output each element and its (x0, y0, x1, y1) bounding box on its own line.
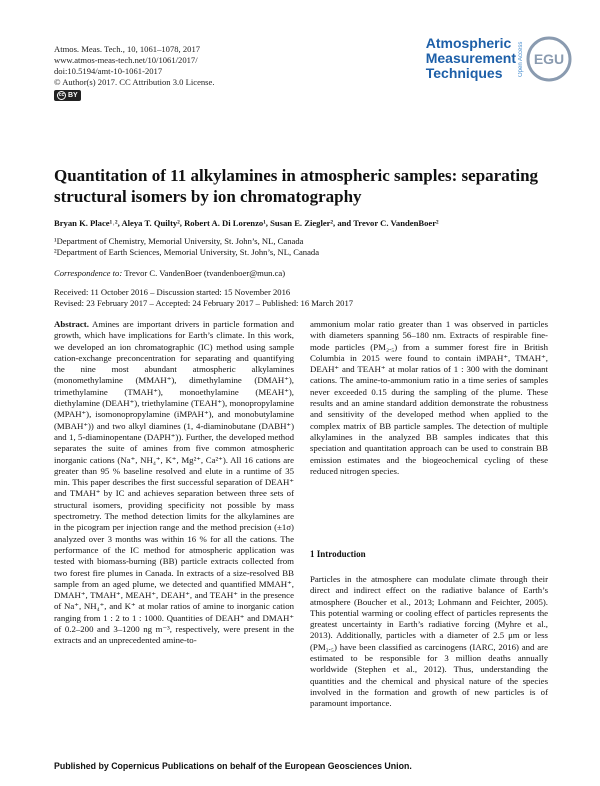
open-access-label: Open Access (518, 41, 524, 77)
introduction-text: Particles in the atmosphere can modulate climate through their direct and indirect effect on the radiative balance of Earth’s atmosphere (Boucher et al., 2013; Lohmann and Feichter, 2005). This potential warming or cooling effect of particles represents the greatest uncertainty in Earth’s radiative forcing (Myhre et al., 2013). Additionally, particles with a diameter of 2.5 μm or less (PM₂.₅) have been classified as carcinogens (IARC, 2016) and are estimated to be responsible for 3 million deaths annually worldwide (Stephen et al., 2012). Thus, understanding the quantities and the chemical and physical nature of the species involved in the formation and growth of new particles is of paramount importance. (310, 574, 548, 709)
correspondence (54, 268, 285, 278)
license: © Author(s) 2017. CC Attribution 3.0 License. (54, 77, 215, 87)
journal-name: Atmospheric Measurement Techniques (425, 35, 516, 81)
publication-dates (54, 287, 353, 309)
introduction-heading: 1 Introduction (310, 549, 366, 559)
abstract-label: Abstract. (54, 319, 89, 329)
author-list: Bryan K. Place¹˒², Aleya T. Quilty², Robert A. Di Lorenzo¹, Susan E. Ziegler², and Trevor C. VandenBoer² (54, 218, 439, 228)
doi[interactable]: doi:10.5194/amt-10-1061-2017 (54, 66, 163, 76)
article-metadata (54, 44, 215, 101)
affiliation-1: ¹Department of Chemistry, Memorial University, St. John’s, NL, Canada (54, 236, 304, 246)
published-date: Revised: 23 February 2017 – Accepted: 24 February 2017 – Published: 16 March 2017 (54, 298, 354, 308)
correspondence-email[interactable]: Trevor C. VandenBoer (tvandenboer@mun.ca) (124, 268, 286, 278)
egu-logo-icon (526, 36, 572, 82)
abstract-column-1 (54, 319, 294, 647)
abstract-column-2 (310, 319, 548, 477)
abstract-text-2: ammonium molar ratio greater than 1 was observed in particles with diameters spanning 56–180 nm. Extracts of respirable fine-mode particles (PM₂.₅) from a summer forest fire in British Columbia in 2015 were found to contain iMPAH⁺, TMAH⁺, DEAH⁺ and TEAH⁺ at molar ratios of 1 : 300 with the dominant cations. The amine-to-ammonium ratio in a time series of samples never exceeded 0.15 during the sampling of the plume. These results and an amine standard addition demonstrate the robustness and sensitivity of the developed method when applied to the complex matrix of BB particle samples. The detection of multiple alkylamines in the analyzed BB samples indicates that this speciation and quantitation approach can be used to constrain BB emission estimates and the biogeochemical cycling of these reduced nitrogen species. (310, 319, 548, 476)
received-date: Received: 11 October 2016 – Discussion started: 15 November 2016 (54, 287, 291, 297)
article-url[interactable]: www.atmos-meas-tech.net/10/1061/2017/ (54, 55, 198, 65)
cc-by-badge-icon[interactable]: cc BY (54, 90, 81, 101)
svg-text:EGU: EGU (533, 51, 565, 67)
correspondence-label: Correspondence to: (54, 268, 123, 278)
journal-logo[interactable] (426, 36, 572, 82)
affiliation-2: ²Department of Earth Sciences, Memorial University, St. John’s, NL, Canada (54, 247, 320, 257)
abstract-text-1: Amines are important drivers in particle formation and growth, which have implications for Earth’s climate. In this work, we developed an ion chromatographic (IC) method using sample cation-exchange preconcentration for separating and quantifying the nine most abundant atmospheric alkylamines (monomethylamine (MMAH⁺), dimethylamine (DMAH⁺), trimethylamine (TMAH⁺), monoethylamine (MEAH⁺), diethylamine (DEAH⁺), triethylamine (TEAH⁺), monopropylamine (MPAH⁺), isomonopropylamine (iMPAH⁺), and monobutylamine (MBAH⁺)) and two alkyl diamines (1, 4-diaminobutane (DABH⁺) and 1, 5-diaminopentane (DAPH⁺)). Further, the developed method separates the suite of amines from five common atmospheric inorganic cations (Na⁺, NH₄⁺, K⁺, Mg²⁺, Ca²⁺). All 16 cations are greater than 95 % baseline resolved and elute in a runtime of 35 min. This paper describes the first successful separation of DEAH⁺ and TMAH⁺ by IC and achieves separation between three sets of structural isomers, providing specificity not possible by mass spectrometry. The method detection limits for the alkylamines are in the picogram per injection range and the method precision (±1σ) analyzed over 3 months was within 16 % for all the cations. The performance of the IC method for atmospheric application was tested with biomass-burning (BB) particle extracts collected from two forest fire plumes in Canada. In extracts of a size-resolved BB sample from an aged plume, we detected and quantified MMAH⁺, DMAH⁺, TMAH⁺, MEAH⁺, DEAH⁺, and TEAH⁺ in the presence of Na⁺, NH₄⁺, and K⁺ at molar ratios of amine to inorganic cation ranging from 1 : 2 to 1 : 1000. Quantities of DEAH⁺ and DMAH⁺ of 0.2–200 and 3–1200 ng m⁻³, respectively, were present in the extracts and an unprecedented amine-to- (54, 319, 294, 646)
paper-title: Quantitation of 11 alkylamines in atmospheric samples: separating structural isomers by ion chromatography (54, 166, 539, 206)
publisher-footer: Published by Copernicus Publications on behalf of the European Geosciences Union. (54, 761, 412, 771)
citation: Atmos. Meas. Tech., 10, 1061–1078, 2017 (54, 44, 201, 54)
